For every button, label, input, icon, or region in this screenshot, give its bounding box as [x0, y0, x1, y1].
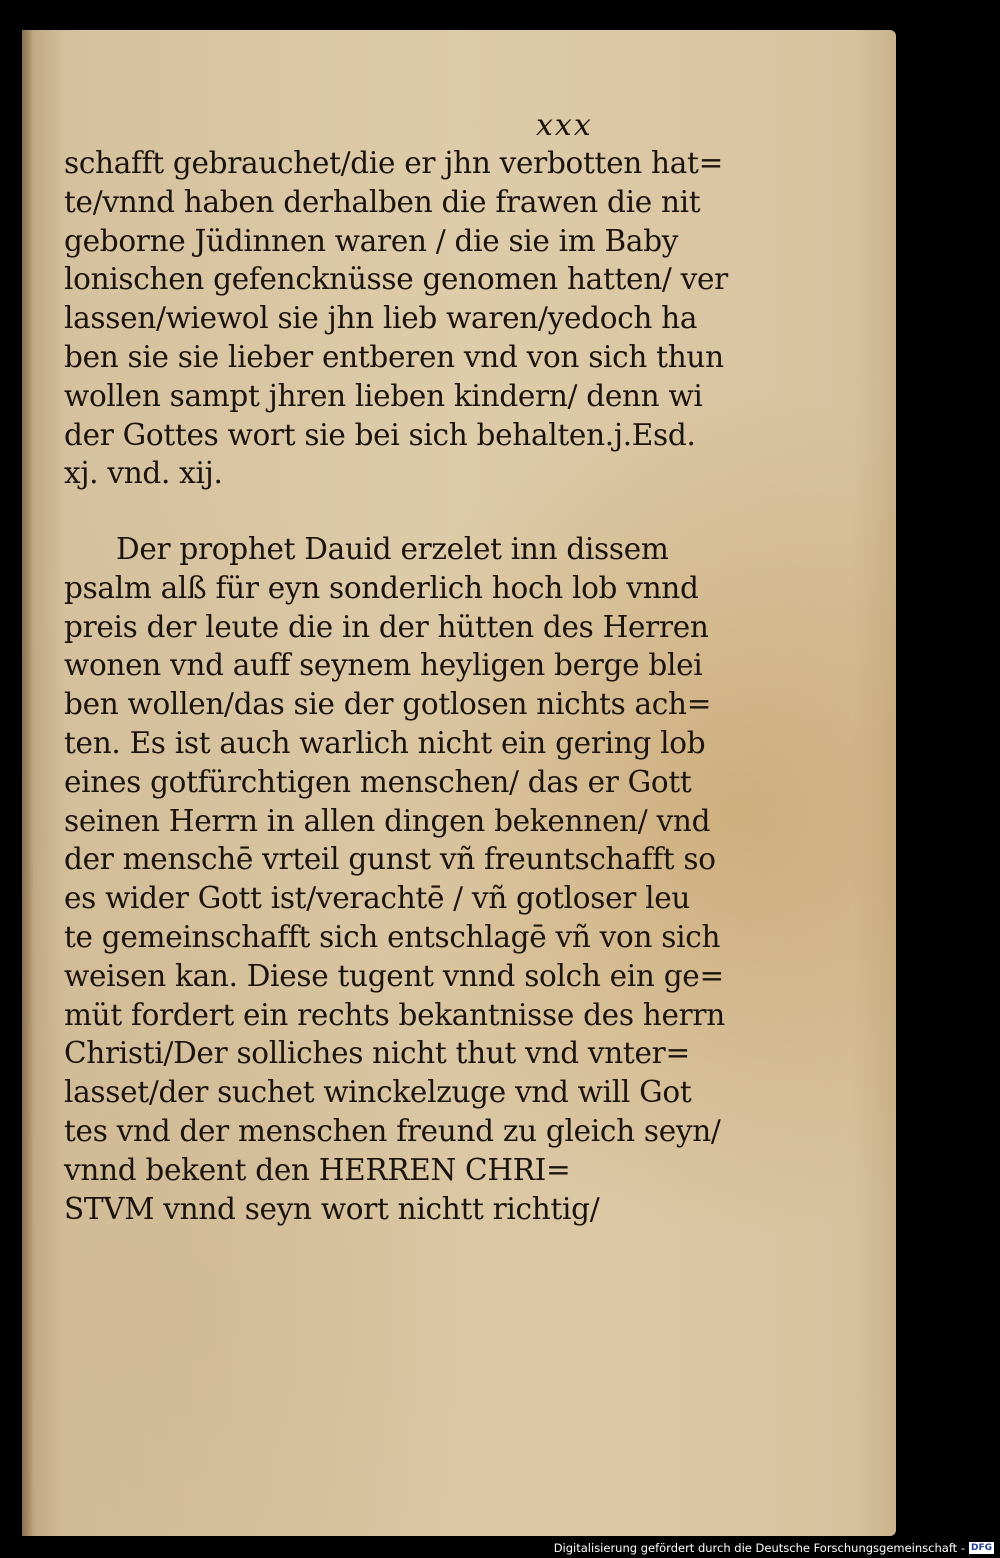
- text-line: vnnd bekent den HERREN CHRI=: [64, 1152, 571, 1187]
- text-line: lasset/der suchet winckelzuge vnd will Got: [64, 1075, 692, 1110]
- text-line-indented: Der prophet Dauid erzelet inn dissem: [116, 532, 669, 566]
- text-line: seinen Herrn in allen dingen bekennen/ vnd: [64, 803, 711, 838]
- paragraph-2: [64, 530, 764, 1228]
- text-line: lonischen gefencknüsse genomen hatten/ ver: [64, 262, 728, 297]
- text-line: psalm alß für eyn sonderlich hoch lob vnnd: [64, 570, 699, 605]
- text-line: der menschē vrteil gunst vñ freuntschafft so: [64, 842, 716, 877]
- text-line: te/vnnd haben derhalben die frawen die nit: [64, 184, 701, 219]
- text-line: lassen/wiewol sie jhn lieb waren/yedoch ha: [64, 301, 698, 336]
- text-line: ben wollen/das sie der gotlosen nichts ach=: [64, 687, 712, 722]
- text-line: müt fordert ein rechts bekantnisse des herrn: [64, 997, 725, 1032]
- text-line: wollen sampt jhren lieben kindern/ denn wi: [64, 378, 703, 413]
- digitization-credit: [554, 1541, 994, 1555]
- text-line: der Gottes wort sie bei sich behalten.j.Esd.: [64, 417, 696, 452]
- page-number: xxx: [536, 108, 593, 143]
- page-spine-shadow: [22, 30, 34, 1536]
- text-line: xj. vnd. xij.: [64, 456, 223, 491]
- text-line: ben sie sie lieber entberen vnd von sich thun: [64, 339, 724, 374]
- text-line: schafft gebrauchet/die er jhn verbotten hat=: [64, 146, 723, 180]
- dfg-logo[interactable]: DFG: [970, 1543, 992, 1553]
- text-line: weisen kan. Diese tugent vnnd solch ein ge=: [64, 958, 724, 993]
- text-line: te gemeinschafft sich entschlagē vñ von sich: [64, 919, 721, 954]
- text-line: wonen vnd auff seynem heyligen berge blei: [64, 648, 703, 683]
- text-line: es wider Gott ist/verachtē / vñ gotloser leu: [64, 881, 691, 916]
- paragraph-1: [64, 144, 764, 493]
- text-line: eines gotfürchtigen menschen/ das er Gott: [64, 764, 692, 799]
- text-line: ten. Es ist auch warlich nicht ein gering lob: [64, 725, 706, 760]
- text-line: geborne Jüdinnen waren / die sie im Baby: [64, 223, 679, 258]
- text-line: tes vnd der menschen freund zu gleich seyn/: [64, 1113, 721, 1148]
- text-line: Christi/Der solliches nicht thut vnd vnter=: [64, 1036, 690, 1071]
- credit-text: Digitalisierung gefördert durch die Deutsche Forschungsgemeinschaft -: [553, 1541, 965, 1555]
- text-line: preis der leute die in der hütten des Herren: [64, 609, 709, 644]
- book-page: [22, 30, 896, 1536]
- text-line: STVM vnnd seyn wort nichtt richtig/: [64, 1191, 600, 1226]
